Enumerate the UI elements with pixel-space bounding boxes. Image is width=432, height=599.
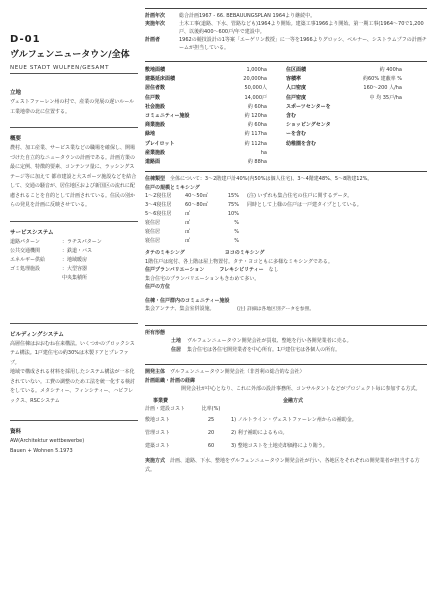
- finance-item: 2) 利子補助によるもの。: [231, 430, 288, 437]
- reference-2: Bauen + Wohnen 5.1973: [10, 447, 73, 454]
- cost-item: 建築コスト: [145, 443, 171, 450]
- service-value: ：ラチスパターン: [62, 238, 102, 245]
- mix-row: [145, 219, 427, 228]
- stat-label: 道路面: [145, 159, 161, 166]
- cost-share: 25: [207, 417, 215, 424]
- mix-type: 寝住居: [145, 229, 161, 236]
- cost-table: [145, 414, 427, 453]
- stat-row: [145, 121, 286, 130]
- stat-value: [332, 103, 402, 121]
- organization-heading: 計画組織・計画の経緯: [145, 377, 196, 384]
- header-row: [145, 20, 427, 36]
- cost-heading: 事業費: [153, 397, 169, 404]
- stat-label: 幼稚園を含む: [286, 140, 317, 147]
- mix-note: [247, 219, 427, 228]
- mix-type: 5〜6寝住居: [145, 211, 172, 218]
- stat-row: [286, 94, 427, 103]
- mix-row: [145, 201, 427, 210]
- service-key: [10, 274, 62, 283]
- divider: [10, 127, 138, 128]
- header-key: 計画者: [145, 37, 161, 43]
- mix-vertical-text: 1階住戸は庭付、各上階は屋上物置付。タテ・ヨコともに多様なミキシングである。: [145, 258, 333, 265]
- stat-label: コミュニティー施設: [145, 113, 190, 120]
- header-block: [145, 8, 427, 52]
- service-key: 道路パターン: [10, 238, 40, 245]
- ownership-row: [145, 346, 427, 355]
- stat-row: [145, 112, 286, 121]
- stat-label: 敷地面積: [145, 67, 166, 73]
- stat-row: [286, 121, 427, 139]
- service-row: [10, 247, 138, 256]
- cost-row: [145, 427, 427, 440]
- stat-label: 人口密度: [286, 85, 307, 92]
- service-list: [10, 238, 138, 283]
- cost-row: [145, 414, 427, 427]
- stat-label: 住区面積: [286, 67, 307, 73]
- implementation-text: 計画、道路、下水、整地をヴルフェンニュータウン開発会社が行い、各地区をそれぞれの開発業者が担当する方式。: [145, 458, 420, 473]
- housing-block: [145, 171, 427, 315]
- stat-value: 約 112ha: [244, 140, 267, 147]
- mix-share: %: [234, 238, 239, 245]
- stat-label: 商業施設: [145, 122, 166, 129]
- stat-value: 14,000戸: [244, 94, 267, 101]
- ownership-value: 集合住宅は各住宅開発業者を中心所有。1戸建住宅は各個人の所有。: [187, 346, 341, 353]
- stat-row: [286, 140, 427, 149]
- flexibility-heading: フレキシビリティー: [219, 267, 264, 274]
- service-row: [10, 265, 138, 274]
- overview-text: 農村、加工産業、サービス業などの職場を確保し、開場づけた自立的なニュータウンの計画である。計画方策の最に定例、特徴的要素、コンテンツ量に、ラッシングステージ等に加えて 都市建設と大スポーツ施設などを結合して、交通の騒音が、居住地区および新国区の流れに配慮されることを自的として計画されている。住民の別からの発見を計画に反映させている。: [10, 145, 137, 208]
- stat-row: [145, 103, 286, 112]
- stat-value: [332, 140, 402, 149]
- stat-value: [332, 121, 402, 139]
- building-text: 高層住棟はおおむね在来構法。いくつかのブロックシステム構法。1戸建住宅の約30%は木製ドアとプレファブ。: [10, 340, 135, 366]
- cost-row: [145, 440, 427, 453]
- mix-note: (注) いずれも集合住宅の住戸に関するデータ。: [247, 193, 353, 200]
- right-column: [145, 8, 427, 474]
- building-text-2: 地域で構成される材料を採用したシステム構法が一本化されていない。工費の調整のため工法を統一化する検討をしている。メタシティー、フィンシティー、ハビフレックス、RSCシステム: [10, 369, 136, 404]
- cost-item: 敷地コスト: [145, 417, 171, 424]
- mix-type: 寝住居: [145, 238, 161, 245]
- stat-value: 160〜200 人/ha: [363, 85, 402, 92]
- mix-heading: 住戸の規模とミキシング: [145, 184, 200, 191]
- ownership-rows: [145, 337, 427, 354]
- mix-type: 寝住居: [145, 220, 161, 227]
- cost-col-2: 比率(%): [201, 406, 221, 413]
- stat-label: 緑地: [145, 131, 156, 138]
- header-value: 総合計画1967 - 66. BEBAUUNGSPLAN 1964より継続中。: [179, 13, 316, 19]
- stat-value: 1,000ha: [246, 67, 267, 73]
- stat-value: 20,000ha: [243, 76, 267, 83]
- header-key: 実施年次: [145, 21, 166, 27]
- overview-heading: 概要: [10, 136, 22, 142]
- stat-value: 約 120ha: [244, 113, 267, 120]
- developer-heading: 開発主体: [145, 369, 166, 376]
- stat-value: 約 60ha: [247, 103, 267, 110]
- service-row: [10, 274, 138, 283]
- location-text: ヴェストファーレン州の村で、産業の発展の遅いルール工業地帯の北に位置する。: [10, 99, 135, 115]
- cost-col-1: 計画・建設コスト: [145, 406, 186, 413]
- stat-value: 約60% 建蔽率 %: [362, 76, 402, 83]
- stat-value: 約 88ha: [247, 159, 267, 166]
- finance-heading: 金融方式: [283, 397, 304, 404]
- left-column: [10, 34, 138, 456]
- stats-right: [286, 66, 427, 167]
- stat-label: 住戸数: [145, 94, 161, 101]
- flexibility-value: なし: [268, 267, 279, 274]
- mix-row: [145, 210, 427, 219]
- ownership-block: [145, 325, 427, 355]
- mix-type: 1〜2寝住居: [145, 193, 172, 200]
- mix-share: %: [234, 220, 239, 227]
- mix-horizontal-heading: ヨコのミキシング: [224, 250, 265, 257]
- stat-value: 50,000人: [244, 85, 267, 92]
- community-note: (注) 詳細は各地区別データを参照。: [236, 307, 315, 313]
- header-row: [145, 12, 427, 20]
- stat-value: 約 400ha: [379, 67, 402, 73]
- service-key: ゴミ処理施設: [10, 265, 41, 272]
- community-text: 集会アンテナ、集会室併設施。: [145, 306, 212, 313]
- reference-1: AW(Architektur wettbewerbe): [10, 438, 85, 444]
- stat-row: [145, 75, 286, 84]
- service-row: [10, 238, 138, 247]
- header-key: 計画年次: [145, 13, 166, 19]
- ownership-value: ヴルフェンニュータウン開発会社が買収、整地を行い各開発業者に売る。: [187, 338, 352, 345]
- stat-row: [286, 75, 427, 84]
- implementation-heading: 実施方式: [145, 458, 166, 465]
- service-value: ：大型容器: [62, 265, 88, 272]
- ownership-key: 住居: [170, 346, 181, 353]
- mix-area: ㎡: [185, 211, 191, 218]
- divider: [10, 420, 138, 421]
- stats-left: [145, 66, 286, 167]
- cost-item: 管理コスト: [145, 430, 171, 437]
- mix-share: %: [234, 229, 239, 236]
- service-key: 公共交通機関: [10, 247, 41, 254]
- stat-row: [145, 66, 286, 75]
- mix-note: [247, 228, 427, 237]
- stat-value: 約 60ha: [247, 122, 267, 129]
- stat-label: 建築延床面積: [145, 76, 176, 83]
- stat-row: [286, 66, 427, 75]
- header-value: 土木工事(道路、下水、管路なども)1964より開始。建築工事1966より開始。第一期工事(1964〜70で1,200戸、以後約400〜600戸/年で建設中。: [179, 21, 424, 35]
- mix-row: [145, 237, 427, 246]
- location-heading: 立地: [10, 90, 22, 96]
- housing-type-text: 全体について：3〜2階建戸計40%(内50%は個人住宅)、3〜4階建48%、5〜8階建12%。: [170, 176, 373, 183]
- stats-block: [145, 61, 427, 167]
- mix-note: 同時として上様の住戸は一戸建タイプとしている。: [247, 202, 362, 209]
- stat-row: [145, 130, 286, 139]
- orientation-heading: 住戸の方位: [145, 284, 171, 291]
- divider: [10, 323, 138, 324]
- project-title: ヴルフェンニュータウン/全体: [10, 50, 130, 60]
- project-subtitle: NEUE STADT WULFEN/GESAMT: [10, 65, 138, 74]
- housing-type-heading: 住棟類型: [145, 176, 166, 183]
- stat-label: プレイロット: [145, 140, 175, 147]
- divider: [10, 221, 138, 222]
- stat-row: [286, 84, 427, 93]
- mix-row: [145, 192, 427, 201]
- plan-text: 集合住宅のプランバリエーションもきわめて多い。: [145, 275, 260, 282]
- stat-row: [145, 84, 286, 93]
- building-heading: ビルディングシステム: [10, 331, 64, 338]
- project-code: D-01: [10, 34, 41, 45]
- service-value: 中央集積所: [62, 274, 88, 281]
- cost-share: 20: [207, 430, 215, 437]
- header-value: 1962の競技設計の1等案「エーゲリン教授」に一等を1966よりグロッシ、ベルナー、シストラムプフの計画チームが担当している。: [179, 37, 427, 51]
- stat-row: [145, 140, 286, 149]
- mix-note: [247, 210, 427, 219]
- stat-row: [145, 94, 286, 103]
- mix-row: [145, 228, 427, 237]
- service-row: [10, 256, 138, 265]
- mix-vertical-heading: タテのミキシング: [145, 250, 185, 257]
- stat-label: 居住者数: [145, 85, 166, 92]
- mix-area: ㎡: [185, 220, 191, 227]
- service-heading: サービスシステム: [10, 229, 54, 236]
- service-value: ：地域暖房: [62, 256, 88, 263]
- mix-note: [247, 237, 427, 246]
- finance-item: 1) ノルトライン・ヴェストファーレン州からの補助金。: [231, 417, 357, 424]
- stat-row: [145, 158, 286, 167]
- community-heading: 住棟・住戸群内のコミュニティー施設: [145, 297, 230, 304]
- organization-text: 開発会社が中心となり、これに外部の設計事務所、コンサルタントなどがプロジェクト毎に参加する方式。: [181, 386, 421, 393]
- service-value: ：鉄道・バス: [62, 247, 93, 254]
- mix-area: 40〜50㎡: [185, 193, 208, 200]
- developer-block: [145, 364, 427, 474]
- mix-table: [145, 192, 427, 246]
- stat-label: 産業施設: [145, 149, 166, 156]
- cost-share: 60: [207, 443, 215, 450]
- stat-value: 約 117ha: [244, 131, 267, 138]
- references-heading: 資料: [10, 429, 22, 435]
- stat-value: 中 均 35戸/ha: [369, 94, 402, 101]
- stat-label: ショッピングセンターを含む: [286, 122, 331, 138]
- stat-row: [286, 103, 427, 121]
- mix-area: 60〜80㎡: [185, 202, 208, 209]
- finance-item: 3) 整地コストを土地売却価格により賄う。: [231, 443, 328, 450]
- stat-label: 容積率: [286, 76, 302, 83]
- stat-label: 社会施設: [145, 103, 166, 110]
- service-key: エネルギー供給: [10, 256, 46, 263]
- stat-value: ha: [260, 149, 267, 156]
- ownership-heading: 所有形態: [145, 329, 166, 336]
- mix-share: 15%: [227, 193, 239, 200]
- stat-label: スポーツセンターを含む: [286, 103, 331, 120]
- mix-share: 75%: [227, 202, 239, 209]
- mix-share: 10%: [227, 211, 239, 218]
- developer-text: ヴルフェンニュータウン開発会社（非営利の総合的な会社）: [170, 369, 305, 376]
- mix-type: 3〜4寝住居: [145, 202, 172, 209]
- mix-area: ㎡: [185, 238, 191, 245]
- stat-row: [145, 149, 286, 158]
- mix-area: ㎡: [185, 229, 191, 236]
- ownership-row: [145, 337, 427, 346]
- header-row: [145, 36, 427, 52]
- stat-label: 住戸密度: [286, 94, 307, 101]
- ownership-key: 土地: [170, 338, 181, 345]
- plan-heading: 住戸プランバリエーション: [145, 267, 205, 274]
